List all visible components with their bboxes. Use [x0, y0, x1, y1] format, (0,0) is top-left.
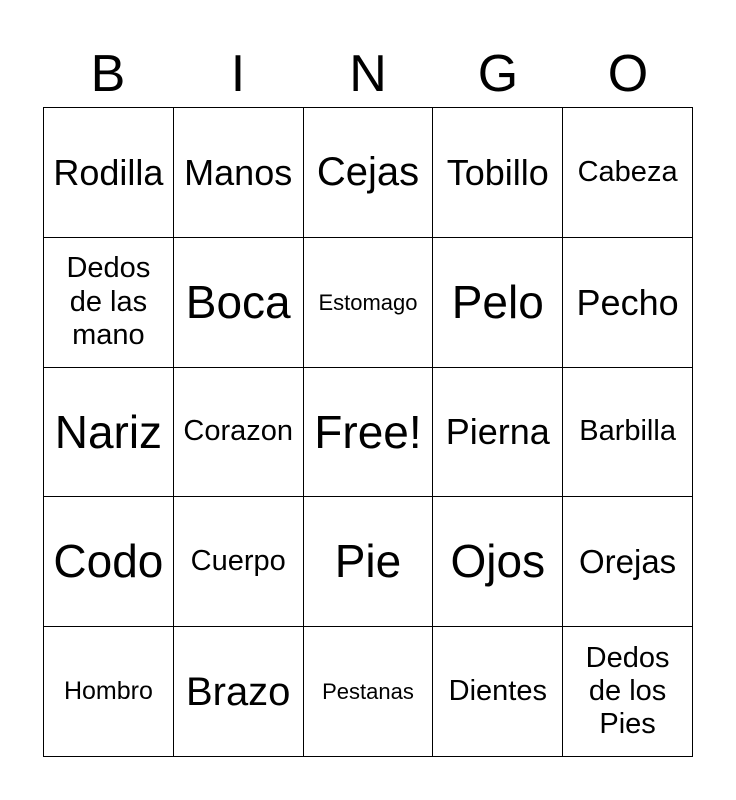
- header-letter-o: O: [607, 45, 649, 103]
- bingo-cell[interactable]: Pie: [304, 497, 434, 627]
- bingo-cell[interactable]: Pelo: [433, 238, 563, 368]
- bingo-board: [43, 107, 693, 757]
- bingo-cell[interactable]: Dedos de las mano: [44, 238, 174, 368]
- bingo-cell[interactable]: Rodilla: [44, 108, 174, 238]
- bingo-cell[interactable]: Dientes: [433, 627, 563, 757]
- bingo-cell[interactable]: Hombro: [44, 627, 174, 757]
- bingo-cell[interactable]: Pecho: [563, 238, 693, 368]
- bingo-cell[interactable]: Orejas: [563, 497, 693, 627]
- bingo-cell[interactable]: Cabeza: [563, 108, 693, 238]
- bingo-cell[interactable]: Boca: [174, 238, 304, 368]
- bingo-cell-free[interactable]: Free!: [304, 368, 434, 498]
- header-letter-b: B: [90, 45, 126, 103]
- bingo-cell[interactable]: Nariz: [44, 368, 174, 498]
- bingo-cell[interactable]: Barbilla: [563, 368, 693, 498]
- bingo-cell[interactable]: Codo: [44, 497, 174, 627]
- bingo-cell[interactable]: Cejas: [304, 108, 434, 238]
- bingo-cell[interactable]: Corazon: [174, 368, 304, 498]
- bingo-cell[interactable]: Cuerpo: [174, 497, 304, 627]
- header-letter-g: G: [477, 45, 519, 103]
- bingo-header: [43, 40, 693, 108]
- bingo-cell[interactable]: Brazo: [174, 627, 304, 757]
- bingo-cell[interactable]: Pierna: [433, 368, 563, 498]
- header-letter-i: I: [230, 45, 246, 103]
- bingo-cell[interactable]: Pestanas: [304, 627, 434, 757]
- bingo-cell[interactable]: Dedos de los Pies: [563, 627, 693, 757]
- bingo-cell[interactable]: Manos: [174, 108, 304, 238]
- header-letter-n: N: [349, 45, 387, 103]
- bingo-cell[interactable]: Estomago: [304, 238, 434, 368]
- bingo-cell[interactable]: Ojos: [433, 497, 563, 627]
- bingo-cell[interactable]: Tobillo: [433, 108, 563, 238]
